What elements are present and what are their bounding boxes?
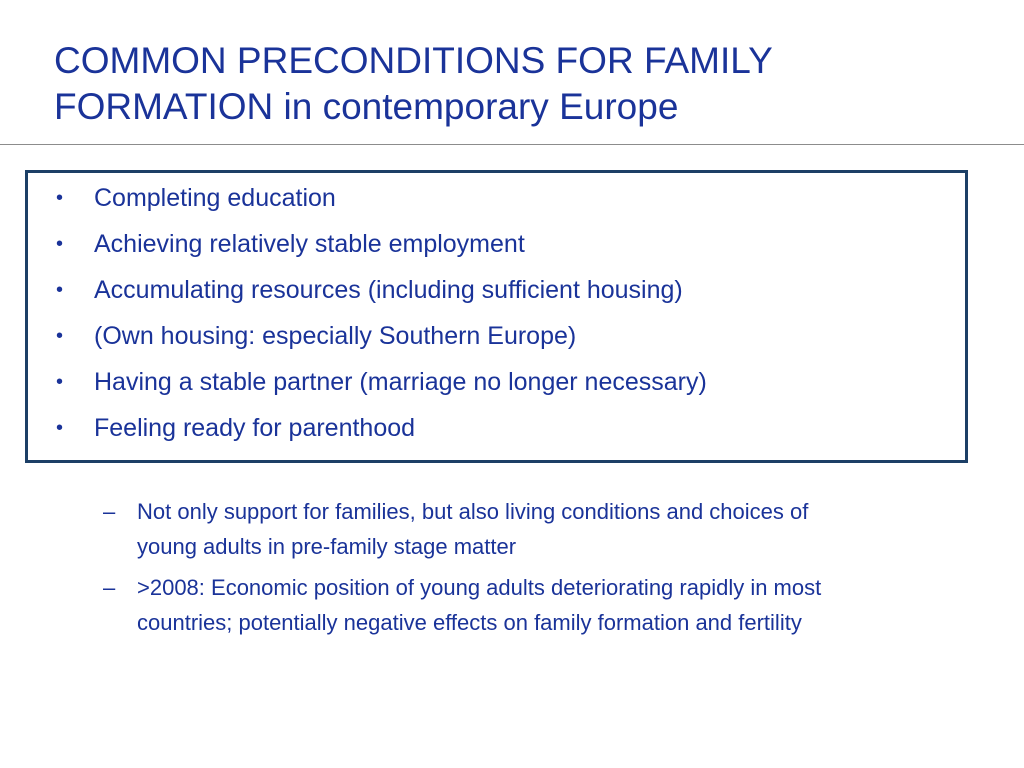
precondition-text: Completing education <box>94 184 336 212</box>
note-item <box>0 570 1024 640</box>
precondition-text: Having a stable partner (marriage no longer necessary) <box>94 368 707 396</box>
title-divider <box>0 144 1024 145</box>
note-line: young adults in pre-family stage matter <box>137 534 517 559</box>
precondition-text: Achieving relatively stable employment <box>94 230 525 258</box>
note-line: countries; potentially negative effects on family formation and fertility <box>137 610 802 635</box>
preconditions-box <box>25 170 968 463</box>
slide-title <box>54 38 974 130</box>
bullet-icon: • <box>56 417 64 439</box>
note-item <box>0 494 1024 564</box>
slide-title-line-1: COMMON PRECONDITIONS FOR FAMILY <box>54 40 773 81</box>
note-text <box>137 570 1024 640</box>
bullet-icon: • <box>56 371 64 393</box>
bullet-icon: • <box>56 325 64 347</box>
precondition-text: Feeling ready for parenthood <box>94 414 416 442</box>
slide-title-line-2: FORMATION in contemporary Europe <box>54 86 679 127</box>
notes-list <box>0 494 1024 646</box>
bullet-icon: • <box>56 279 64 301</box>
precondition-text: (Own housing: especially Southern Europe) <box>94 322 577 350</box>
note-line: >2008: Economic position of young adults deteriorating rapidly in most <box>137 575 822 600</box>
precondition-text: Accumulating resources (including sufficient housing) <box>94 276 683 304</box>
bullet-icon: • <box>56 233 64 255</box>
dash-icon: – <box>103 499 116 524</box>
bullet-icon: • <box>56 187 64 209</box>
note-text <box>137 494 1024 564</box>
dash-icon: – <box>103 575 116 600</box>
note-line: Not only support for families, but also living conditions and choices of <box>137 499 809 524</box>
